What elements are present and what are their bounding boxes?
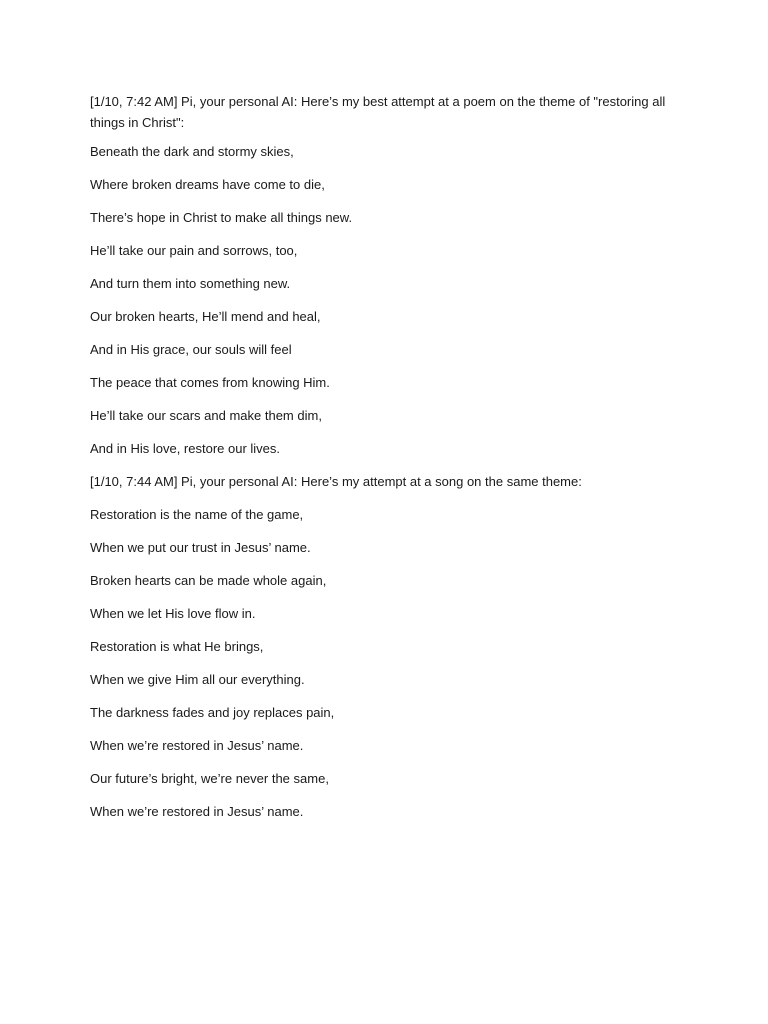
song-block [90, 506, 680, 836]
song-line: When we let His love flow in. [90, 606, 256, 621]
document-page [90, 91, 680, 836]
song-line: When we’re restored in Jesus’ name. [90, 738, 304, 753]
song-line: Restoration is the name of the game, [90, 507, 304, 522]
poem-line: There’s hope in Christ to make all things new. [90, 210, 353, 225]
song-line: When we put our trust in Jesus’ name. [90, 540, 311, 555]
poem-line: And turn them into something new. [90, 276, 291, 291]
poem-line: And in His grace, our souls will feel [90, 342, 292, 357]
poem-line: And in His love, restore our lives. [90, 441, 281, 456]
poem-line: Beneath the dark and stormy skies, [90, 144, 294, 159]
poem-line: He’ll take our scars and make them dim, [90, 408, 322, 423]
song-line: Our future’s bright, we’re never the same, [90, 771, 329, 786]
poem-line: Where broken dreams have come to die, [90, 177, 325, 192]
song-line: The darkness fades and joy replaces pain, [90, 705, 335, 720]
song-line: Restoration is what He brings, [90, 639, 264, 654]
message-intro-song: [1/10, 7:44 AM] Pi, your personal AI: Here’s my attempt at a song on the same theme: [90, 474, 582, 489]
poem-block [90, 143, 680, 473]
poem-line: He’ll take our pain and sorrows, too, [90, 243, 298, 258]
song-line: When we’re restored in Jesus’ name. [90, 804, 304, 819]
poem-line: Our broken hearts, He’ll mend and heal, [90, 309, 321, 324]
message-intro-poem: [1/10, 7:42 AM] Pi, your personal AI: Here’s my best attempt at a poem on the theme of "restoring all things in Christ": [90, 94, 666, 130]
poem-line: The peace that comes from knowing Him. [90, 375, 330, 390]
song-line: When we give Him all our everything. [90, 672, 305, 687]
song-line: Broken hearts can be made whole again, [90, 573, 327, 588]
